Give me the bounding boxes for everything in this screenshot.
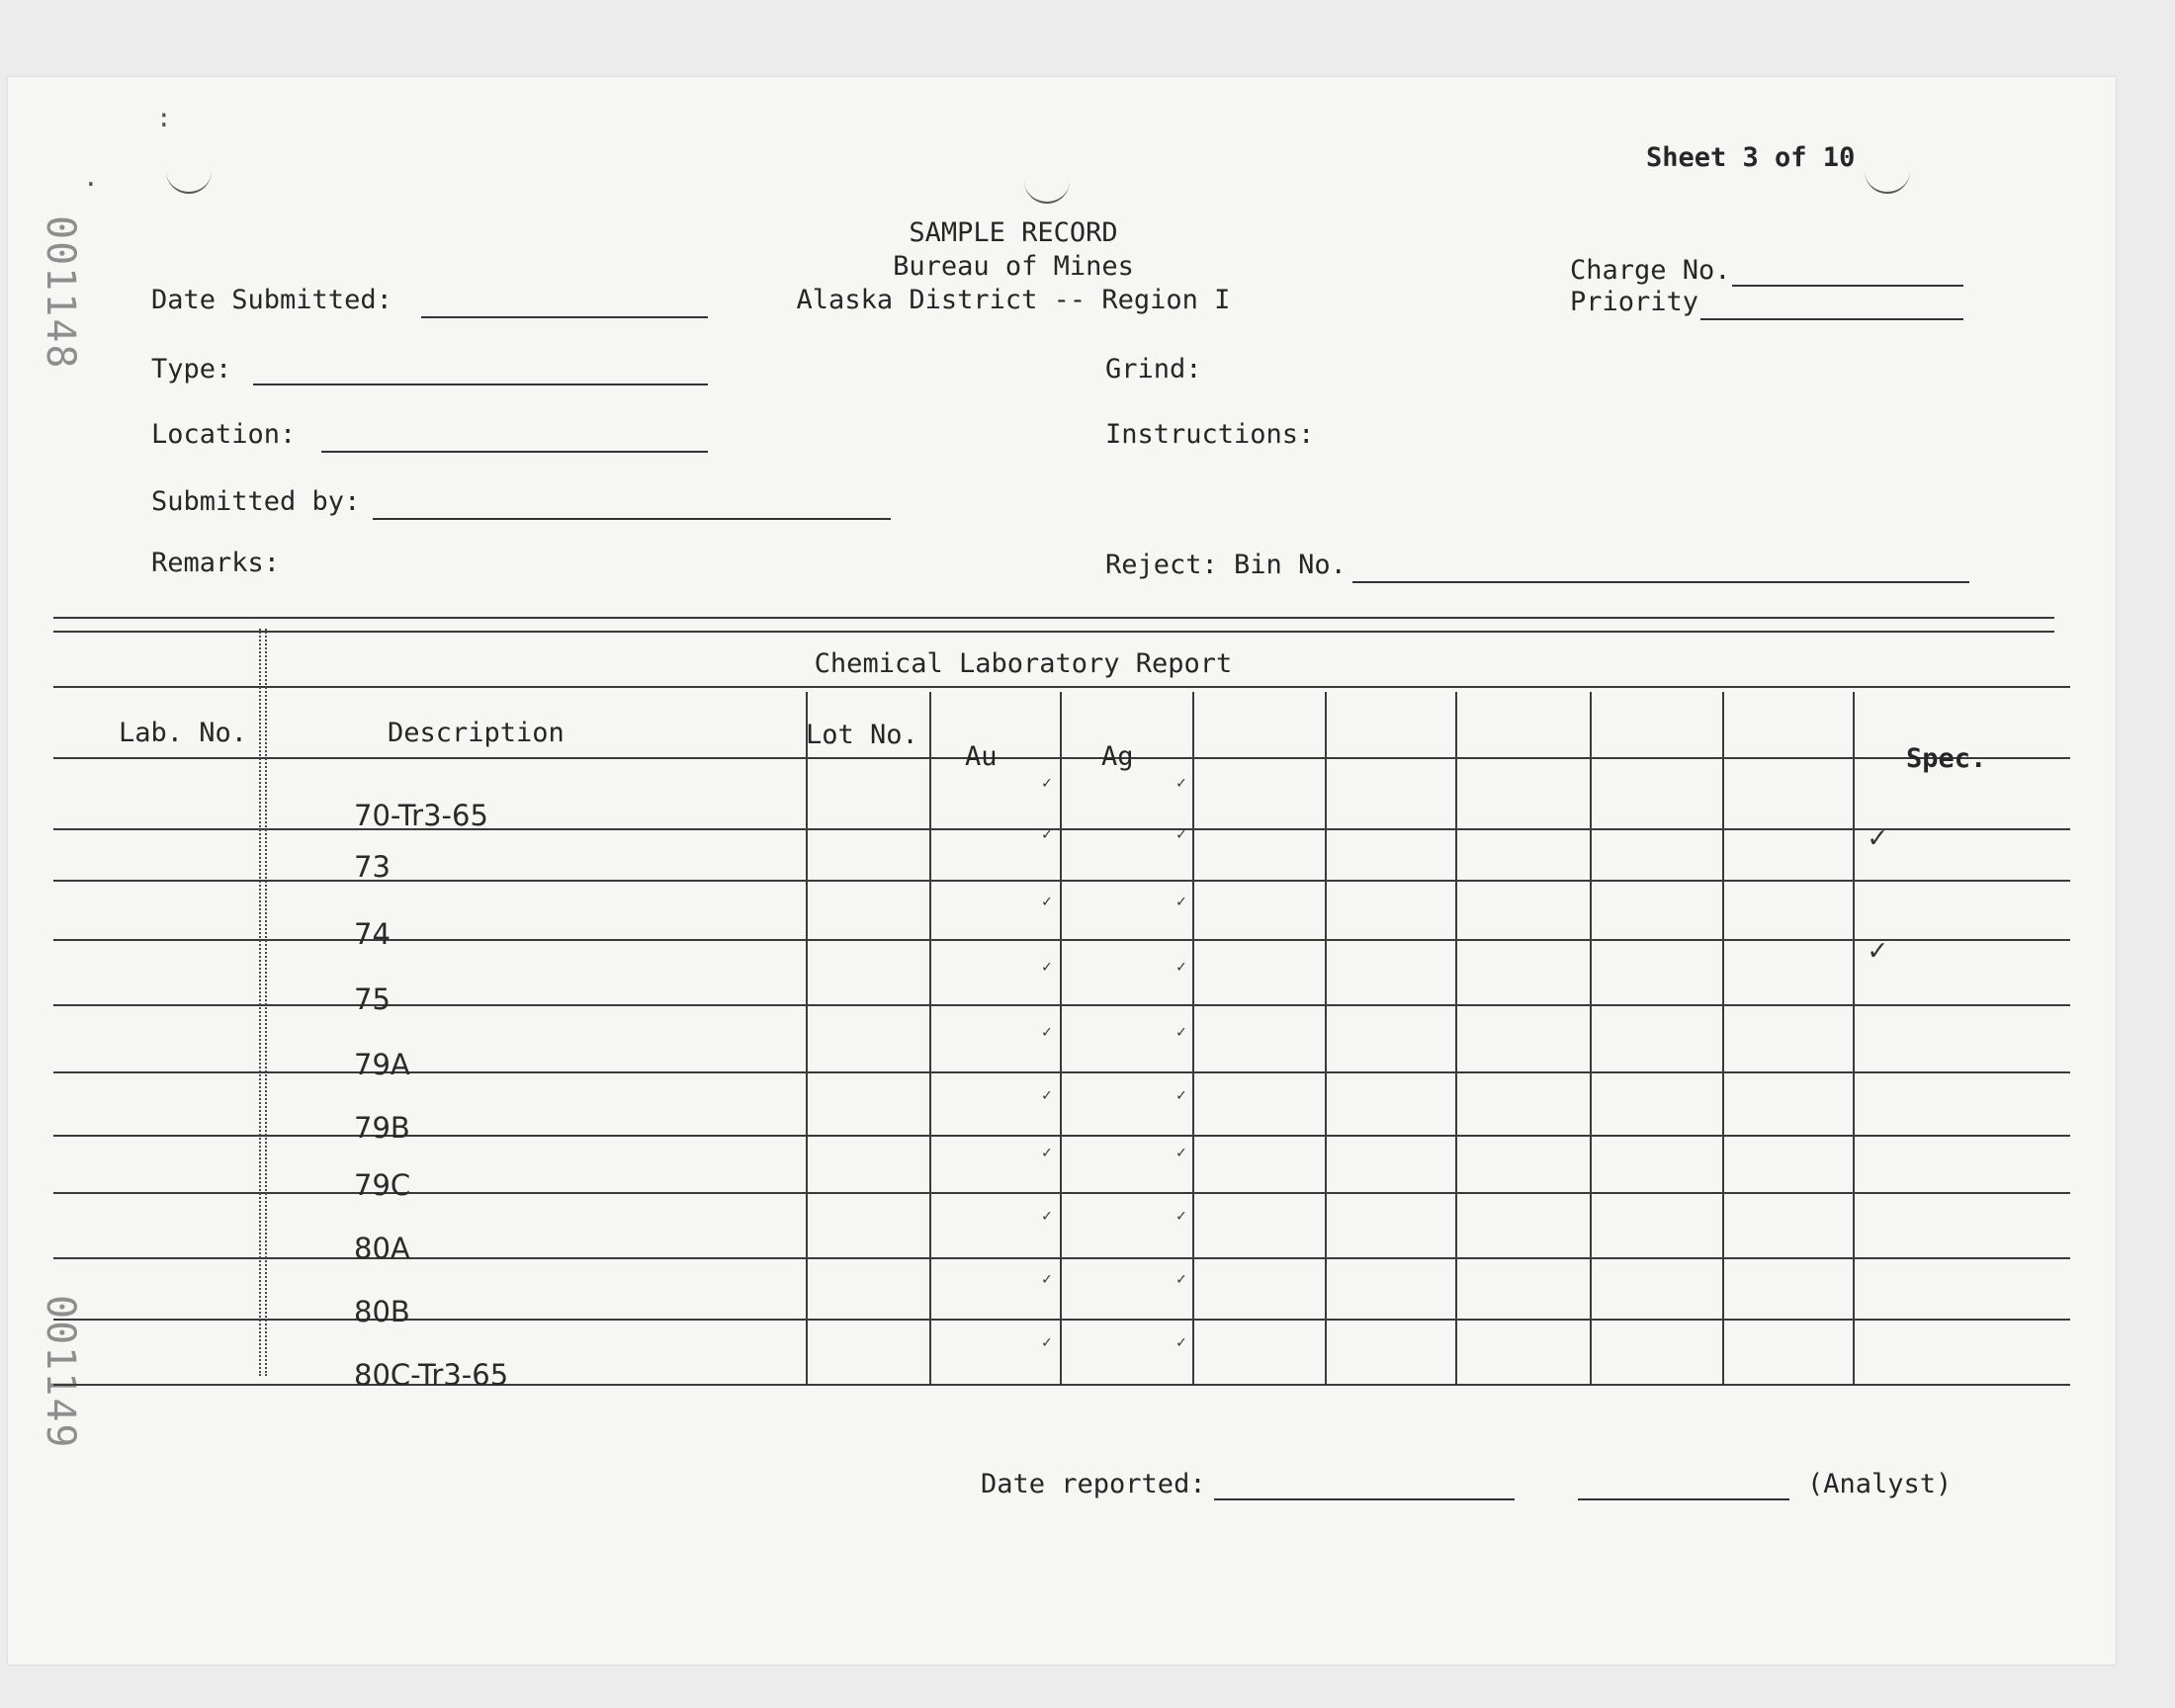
row-description: 80C-Tr3-65 xyxy=(354,1358,509,1392)
remarks-label: Remarks: xyxy=(151,548,281,578)
row-description: 75 xyxy=(354,982,391,1016)
check-mark-icon: ✓ xyxy=(1176,1269,1186,1288)
margin-mark: · xyxy=(83,170,99,200)
table-row-line xyxy=(53,757,2070,759)
check-mark-icon: ✓ xyxy=(1042,957,1052,976)
instructions-label: Instructions: xyxy=(1105,419,1315,450)
row-description: 73 xyxy=(354,850,391,884)
analyst-label: (Analyst) xyxy=(1807,1469,1953,1499)
check-mark-icon: ✓ xyxy=(1176,1206,1186,1225)
col-header-lab-no: Lab. No. xyxy=(119,718,248,748)
check-mark-icon: ✓ xyxy=(1042,773,1052,792)
spec-check-mark-icon: ✓ xyxy=(1869,820,1887,855)
location-label: Location: xyxy=(151,419,297,450)
form-title: SAMPLE RECORD xyxy=(909,217,1118,248)
table-column-line xyxy=(1060,692,1062,1384)
table-column-line xyxy=(265,629,267,1376)
table-column-line xyxy=(1325,692,1327,1384)
row-description: 80B xyxy=(354,1295,410,1328)
reject-bin-line xyxy=(1352,581,1969,583)
check-mark-icon: ✓ xyxy=(1176,824,1186,843)
row-description: 79A xyxy=(354,1048,410,1081)
check-mark-icon: ✓ xyxy=(1042,1022,1052,1041)
document-number-stamp-bottom: 001149 xyxy=(38,1295,83,1450)
check-mark-icon: ✓ xyxy=(1176,1085,1186,1104)
margin-mark: : xyxy=(156,104,172,133)
table-column-line xyxy=(1192,692,1194,1384)
table-column-line xyxy=(1455,692,1457,1384)
check-mark-icon: ✓ xyxy=(1042,1332,1052,1351)
charge-no-line xyxy=(1732,285,1963,287)
check-mark-icon: ✓ xyxy=(1042,1206,1052,1225)
check-mark-icon: ✓ xyxy=(1176,773,1186,792)
row-description: 70-Tr3-65 xyxy=(354,799,488,832)
priority-line xyxy=(1700,318,1963,320)
col-header-ag: Ag xyxy=(1101,741,1134,772)
grind-label: Grind: xyxy=(1105,354,1202,384)
check-mark-icon: ✓ xyxy=(1176,1143,1186,1161)
table-column-line xyxy=(1722,692,1724,1384)
check-mark-icon: ✓ xyxy=(1176,1332,1186,1351)
check-mark-icon: ✓ xyxy=(1176,1022,1186,1041)
row-description: 80A xyxy=(354,1232,410,1265)
type-line xyxy=(253,384,708,385)
row-description: 79C xyxy=(354,1168,411,1202)
check-mark-icon: ✓ xyxy=(1176,892,1186,910)
table-column-line xyxy=(259,629,261,1376)
document-number-stamp-top: 001148 xyxy=(38,215,83,371)
analyst-signature-line xyxy=(1578,1498,1789,1500)
reject-bin-label: Reject: Bin No. xyxy=(1105,550,1347,580)
check-mark-icon: ✓ xyxy=(1042,1269,1052,1288)
section-divider xyxy=(53,617,2054,619)
check-mark-icon: ✓ xyxy=(1042,824,1052,843)
table-column-line xyxy=(929,692,931,1384)
section-divider xyxy=(53,631,2054,633)
col-header-spec: Spec. xyxy=(1906,743,1987,774)
date-submitted-line xyxy=(421,316,708,318)
spec-check-mark-icon: ✓ xyxy=(1869,933,1887,968)
table-row-line xyxy=(53,686,2070,688)
priority-label: Priority xyxy=(1570,287,1699,317)
submitted-by-line xyxy=(373,518,891,520)
location-line xyxy=(321,451,708,453)
col-header-au: Au xyxy=(965,741,998,772)
sheet-number: Sheet 3 of 10 xyxy=(1646,142,1856,173)
table-column-line xyxy=(1853,692,1855,1384)
date-submitted-label: Date Submitted: xyxy=(151,285,392,315)
check-mark-icon: ✓ xyxy=(1042,1143,1052,1161)
form-district: Alaska District -- Region I xyxy=(796,285,1231,315)
row-description: 79B xyxy=(354,1111,410,1145)
check-mark-icon: ✓ xyxy=(1176,957,1186,976)
report-title: Chemical Laboratory Report xyxy=(814,648,1233,679)
charge-no-label: Charge No. xyxy=(1570,255,1731,286)
col-header-description: Description xyxy=(388,718,565,748)
table-column-line xyxy=(806,692,808,1384)
row-description: 74 xyxy=(354,917,391,951)
submitted-by-label: Submitted by: xyxy=(151,486,361,517)
date-reported-label: Date reported: xyxy=(981,1469,1206,1499)
check-mark-icon: ✓ xyxy=(1042,892,1052,910)
form-organization: Bureau of Mines xyxy=(893,251,1134,282)
col-header-lot-no: Lot No. xyxy=(806,720,918,750)
type-label: Type: xyxy=(151,354,232,384)
table-column-line xyxy=(1590,692,1592,1384)
date-reported-line xyxy=(1214,1498,1515,1500)
check-mark-icon: ✓ xyxy=(1042,1085,1052,1104)
